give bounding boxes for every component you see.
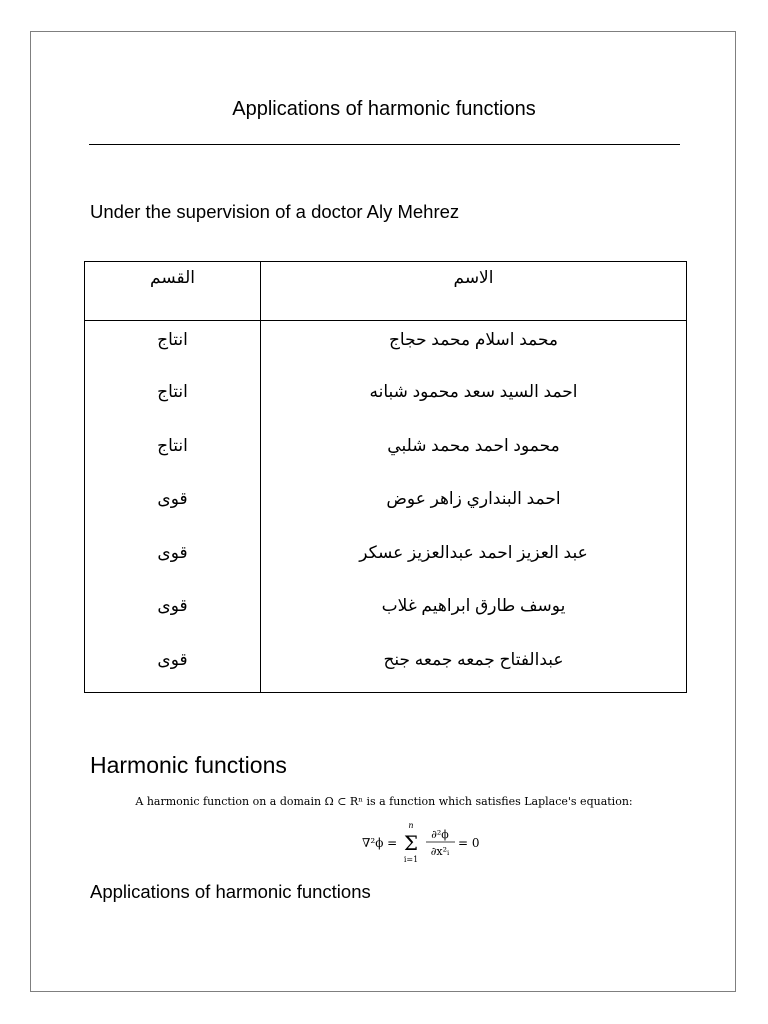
cell-department: قوى: [85, 642, 261, 693]
title-divider: [89, 144, 680, 145]
header-department: القسم: [85, 262, 261, 321]
applications-heading: Applications of harmonic functions: [90, 881, 371, 902]
cell-name: احمد البنداري زاهر عوض: [261, 481, 687, 535]
table-row: [85, 374, 687, 428]
equation-lhs: ∇²ϕ =: [362, 836, 398, 850]
table-row: [85, 321, 687, 375]
document-title: Applications of harmonic functions: [232, 98, 536, 120]
cell-name: عبد العزيز احمد عبدالعزيز عسكر: [261, 535, 687, 589]
cell-department: انتاج: [85, 374, 261, 428]
laplace-equation: [0, 818, 768, 868]
equation-rhs: = 0: [458, 836, 480, 850]
cell-name: عبدالفتاح جمعه جمعه جنح: [261, 642, 687, 693]
equation-sum-lower: i=1: [403, 855, 419, 864]
table-row: [85, 535, 687, 589]
cell-name: يوسف طارق ابراهيم غلاب: [261, 588, 687, 642]
cell-name: محمد اسلام محمد حجاج: [261, 321, 687, 375]
harmonic-functions-heading: Harmonic functions: [90, 752, 287, 778]
table-row: [85, 642, 687, 693]
equation-sum-symbol: Σ: [403, 831, 419, 855]
cell-name: احمد السيد سعد محمود شبانه: [261, 374, 687, 428]
equation-denominator: ∂x²ᵢ: [430, 845, 450, 858]
cell-department: قوى: [85, 588, 261, 642]
header-name: الاسم: [261, 262, 687, 321]
table-header-row: [85, 262, 687, 321]
cell-name: محمود احمد محمد شلبي: [261, 428, 687, 482]
equation-sum-upper: n: [408, 821, 414, 830]
supervision-line: Under the supervision of a doctor Aly Mehrez: [90, 201, 460, 222]
cell-department: قوى: [85, 535, 261, 589]
harmonic-definition: A harmonic function on a domain Ω ⊂ Rⁿ is a function which satisfies Laplace's equation:: [135, 795, 633, 808]
table-row: [85, 428, 687, 482]
cell-department: قوى: [85, 481, 261, 535]
cell-department: انتاج: [85, 321, 261, 375]
cell-department: انتاج: [85, 428, 261, 482]
table-row: [85, 481, 687, 535]
students-table: [84, 261, 687, 693]
equation-numerator: ∂²ϕ: [431, 828, 449, 841]
table-row: [85, 588, 687, 642]
